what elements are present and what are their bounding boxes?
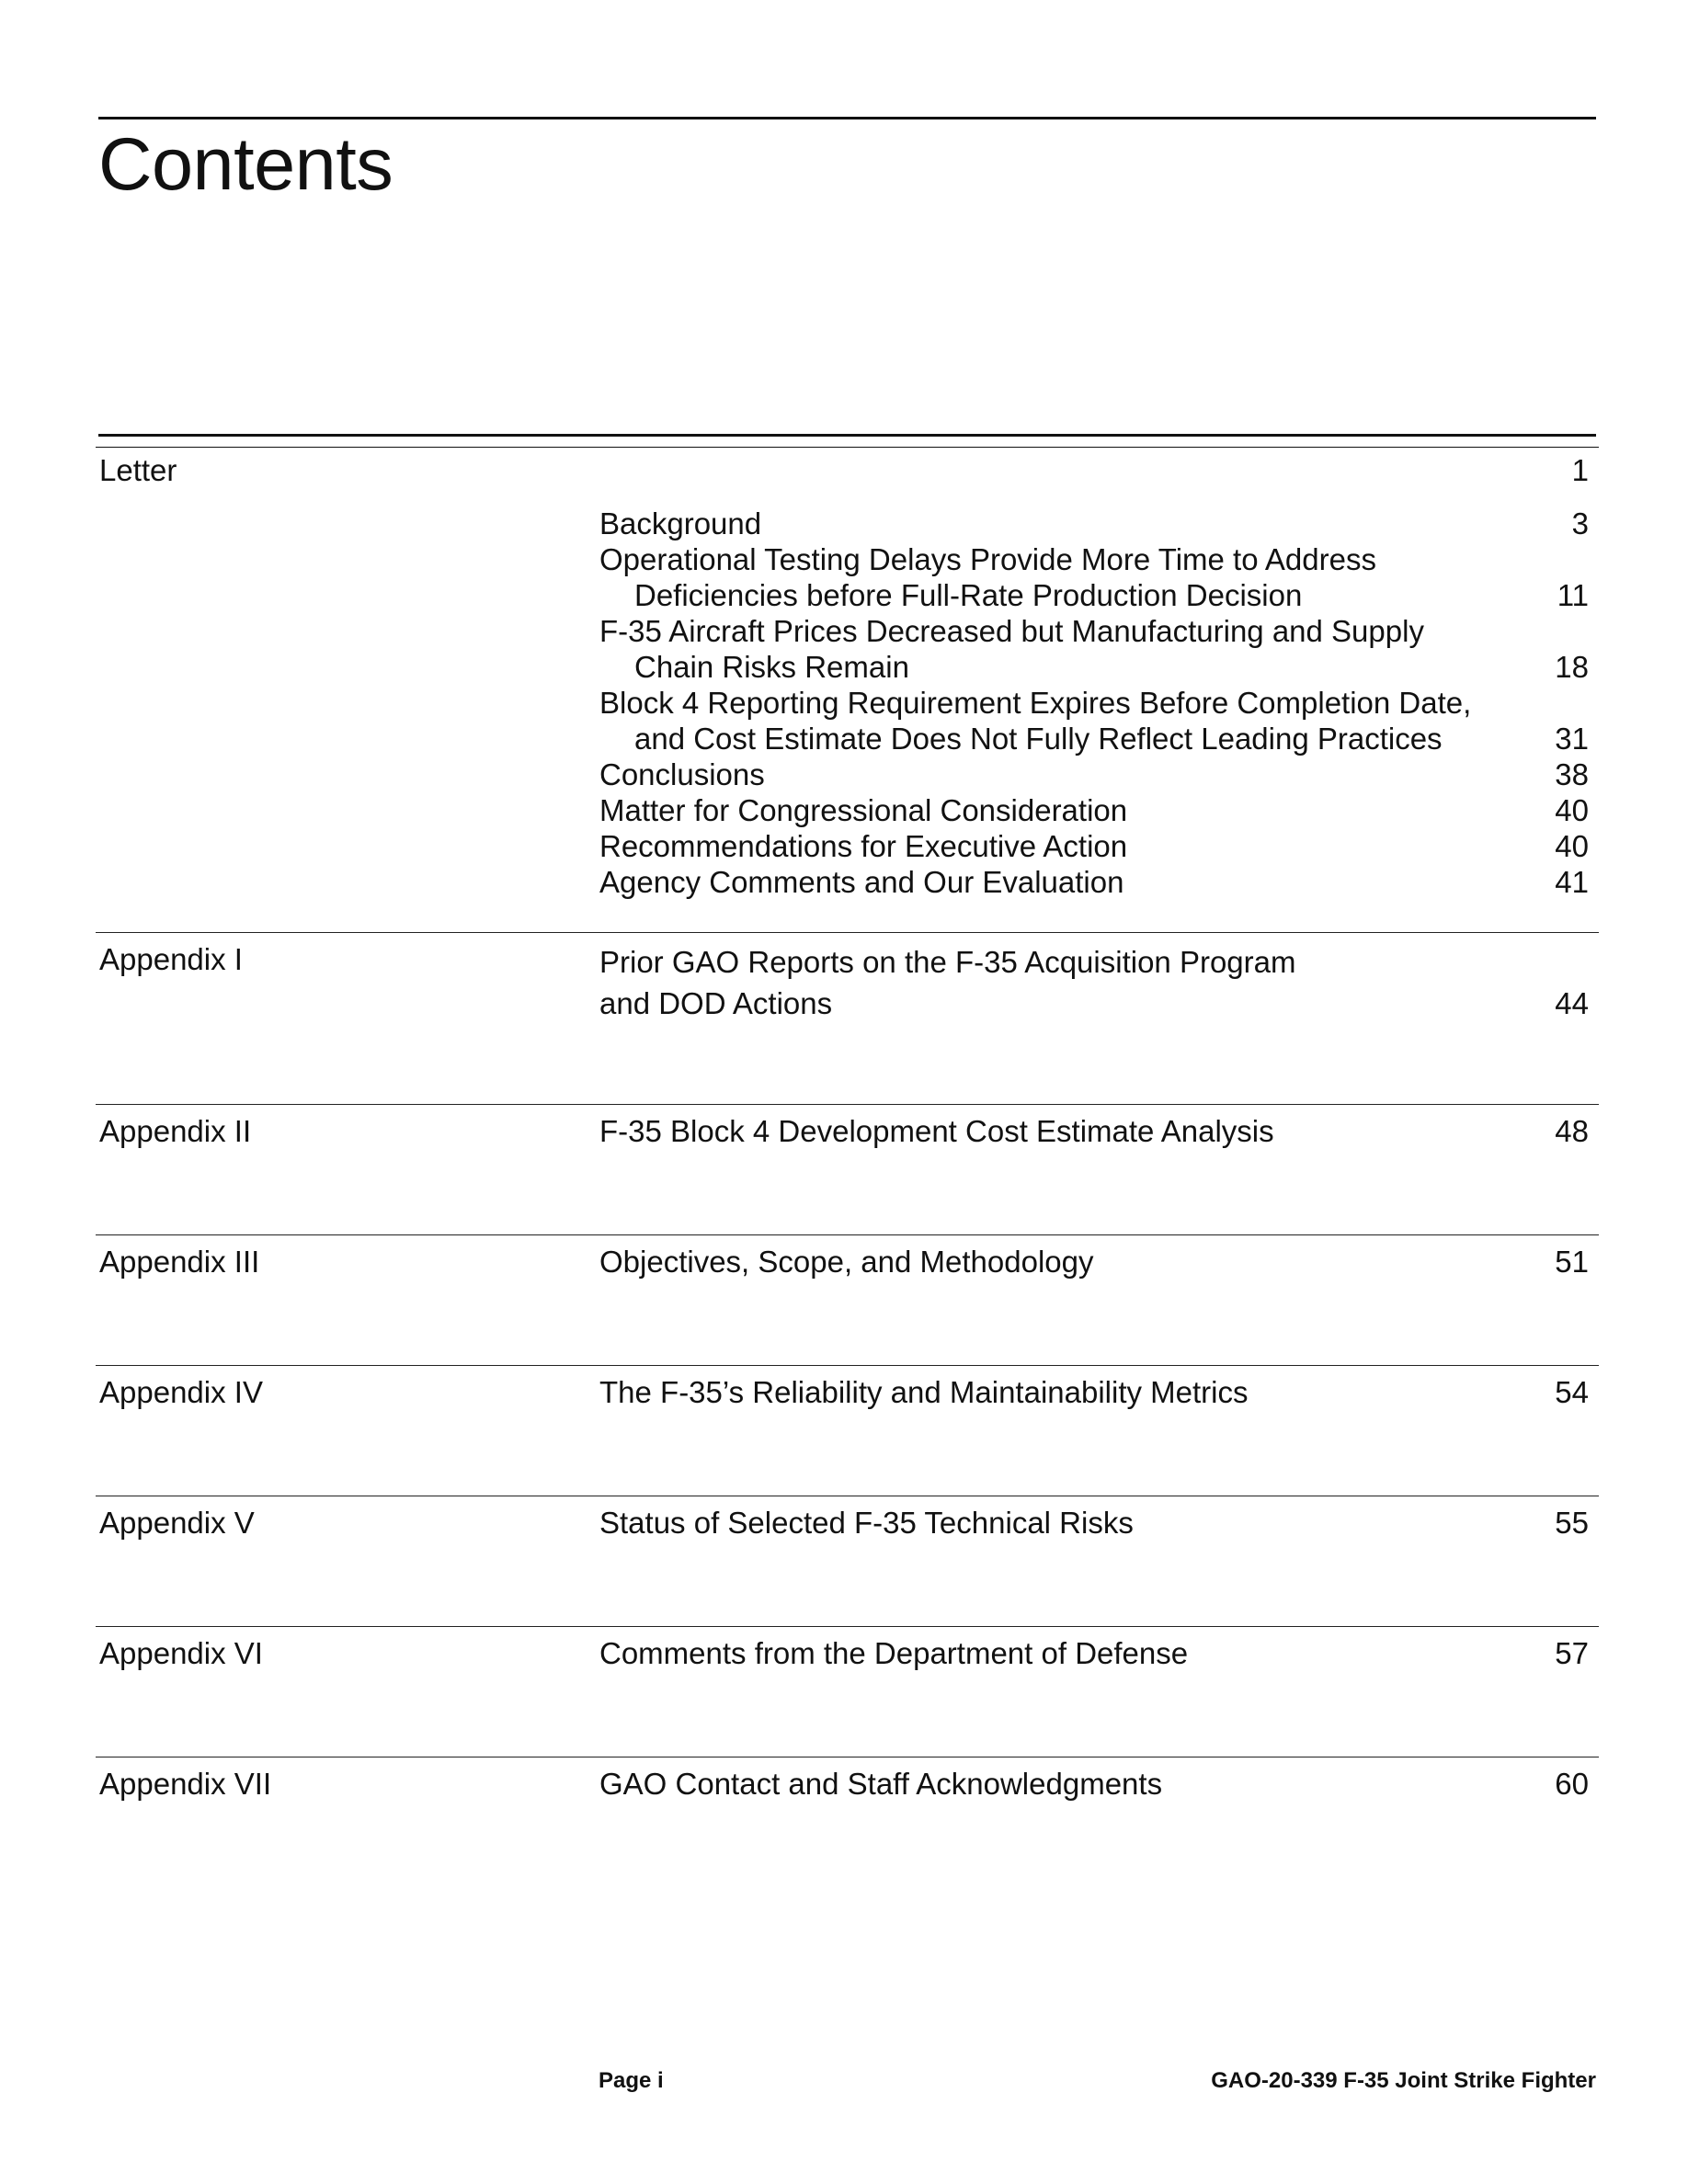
- toc-entry-text: F-35 Block 4 Development Cost Estimate Analysis: [599, 1114, 1274, 1148]
- toc-entry-text: Conclusions: [599, 757, 765, 791]
- toc-appendix-7: [96, 1757, 1599, 1877]
- toc-appendix-entry[interactable]: [599, 1635, 1589, 1671]
- toc-entry-text: Objectives, Scope, and Methodology: [599, 1245, 1094, 1279]
- page-title: Contents: [98, 123, 393, 206]
- toc-entry-page: 40: [1555, 793, 1589, 827]
- toc-entry-recommendations[interactable]: [599, 828, 1589, 864]
- toc-entry-operational-testing[interactable]: [599, 541, 1589, 613]
- toc-appendix-entry[interactable]: [599, 1244, 1589, 1280]
- toc-entry-page: 31: [1555, 722, 1589, 756]
- toc-entry-text: Block 4 Reporting Requirement Expires Before Completion Date,: [599, 686, 1472, 720]
- toc-entry-page: 40: [1555, 829, 1589, 863]
- toc-entry-page: 51: [1555, 1245, 1589, 1279]
- toc-entry-page: 44: [1555, 986, 1589, 1020]
- toc-appendix-label: Appendix II: [99, 1114, 252, 1148]
- toc-entry-page: 38: [1555, 757, 1589, 791]
- toc-entry-page: 11: [1557, 578, 1589, 612]
- toc-entry-text-cont: and Cost Estimate Does Not Fully Reflect Leading Practices: [634, 722, 1443, 756]
- toc-entry-page: 48: [1555, 1114, 1589, 1148]
- toc-appendix-4: [96, 1365, 1599, 1485]
- toc-appendix-label: Appendix I: [99, 942, 243, 976]
- toc-entry-page: 55: [1555, 1506, 1589, 1540]
- toc-appendix-label: Appendix III: [99, 1245, 260, 1279]
- toc-entry-congressional-consideration[interactable]: [599, 792, 1589, 828]
- footer-page-number: Page i: [599, 2068, 664, 2093]
- toc-entry-text: GAO Contact and Staff Acknowledgments: [599, 1767, 1163, 1801]
- toc-letter-page: 1: [1571, 453, 1589, 487]
- toc-appendix-6: [96, 1626, 1599, 1746]
- toc-appendix-label: Appendix IV: [99, 1375, 263, 1409]
- toc-entry-page: 54: [1555, 1375, 1589, 1409]
- toc-entry-text: Comments from the Department of Defense: [599, 1636, 1189, 1670]
- toc-entry-text: Prior GAO Reports on the F-35 Acquisition Program: [599, 945, 1296, 979]
- toc-entry-conclusions[interactable]: [599, 756, 1589, 792]
- toc-entry-text: The F-35’s Reliability and Maintainability Metrics: [599, 1375, 1249, 1409]
- toc-appendix-label: Appendix VI: [99, 1636, 263, 1670]
- toc-letter-label[interactable]: Letter: [99, 453, 177, 487]
- toc-entry-text: Background: [599, 506, 762, 540]
- toc-entry-text-cont: Chain Risks Remain: [634, 650, 909, 684]
- toc-appendix-label: Appendix VII: [99, 1767, 272, 1801]
- toc-entry-aircraft-prices[interactable]: [599, 613, 1589, 685]
- toc-appendix-3: [96, 1234, 1599, 1355]
- toc-entry-page: 18: [1555, 650, 1589, 684]
- toc-entry-page: 57: [1555, 1636, 1589, 1670]
- toc-appendix-entry[interactable]: [599, 1374, 1589, 1410]
- toc-appendix-entry[interactable]: [599, 1766, 1589, 1802]
- toc-entry-text-cont: Deficiencies before Full-Rate Production Decision: [634, 578, 1303, 612]
- footer-report-id: GAO-20-339 F-35 Joint Strike Fighter: [1211, 2068, 1596, 2093]
- toc-appendix-label: Appendix V: [99, 1506, 255, 1540]
- toc-entry-page: 3: [1571, 506, 1589, 540]
- toc-entry-background[interactable]: [599, 506, 1589, 541]
- toc-entry-text: Operational Testing Delays Provide More Time to Address: [599, 542, 1376, 576]
- toc-entry-block4-reporting[interactable]: [599, 685, 1589, 756]
- toc-entry-text: Recommendations for Executive Action: [599, 829, 1128, 863]
- toc-appendix-entry[interactable]: [599, 1113, 1589, 1149]
- toc-appendix-2: [96, 1104, 1599, 1224]
- toc-appendix-entry[interactable]: [599, 941, 1589, 1024]
- toc-entry-page: 60: [1555, 1767, 1589, 1801]
- toc-appendix-entry[interactable]: [599, 1505, 1589, 1541]
- toc-entry-agency-comments[interactable]: [599, 864, 1589, 900]
- toc-entry-page: 41: [1555, 865, 1589, 899]
- toc-entry-text: Agency Comments and Our Evaluation: [599, 865, 1124, 899]
- toc-entry-text-cont: and DOD Actions: [599, 986, 833, 1020]
- toc-letter-section: [96, 448, 1599, 926]
- title-rule: [98, 117, 1596, 119]
- toc-appendix-5: [96, 1496, 1599, 1616]
- toc-top-rule: [98, 434, 1596, 437]
- toc-appendix-1: [96, 932, 1599, 1098]
- toc-entry-text: F-35 Aircraft Prices Decreased but Manufacturing and Supply: [599, 614, 1424, 648]
- toc-entry-text: Matter for Congressional Consideration: [599, 793, 1128, 827]
- toc-entry-text: Status of Selected F-35 Technical Risks: [599, 1506, 1134, 1540]
